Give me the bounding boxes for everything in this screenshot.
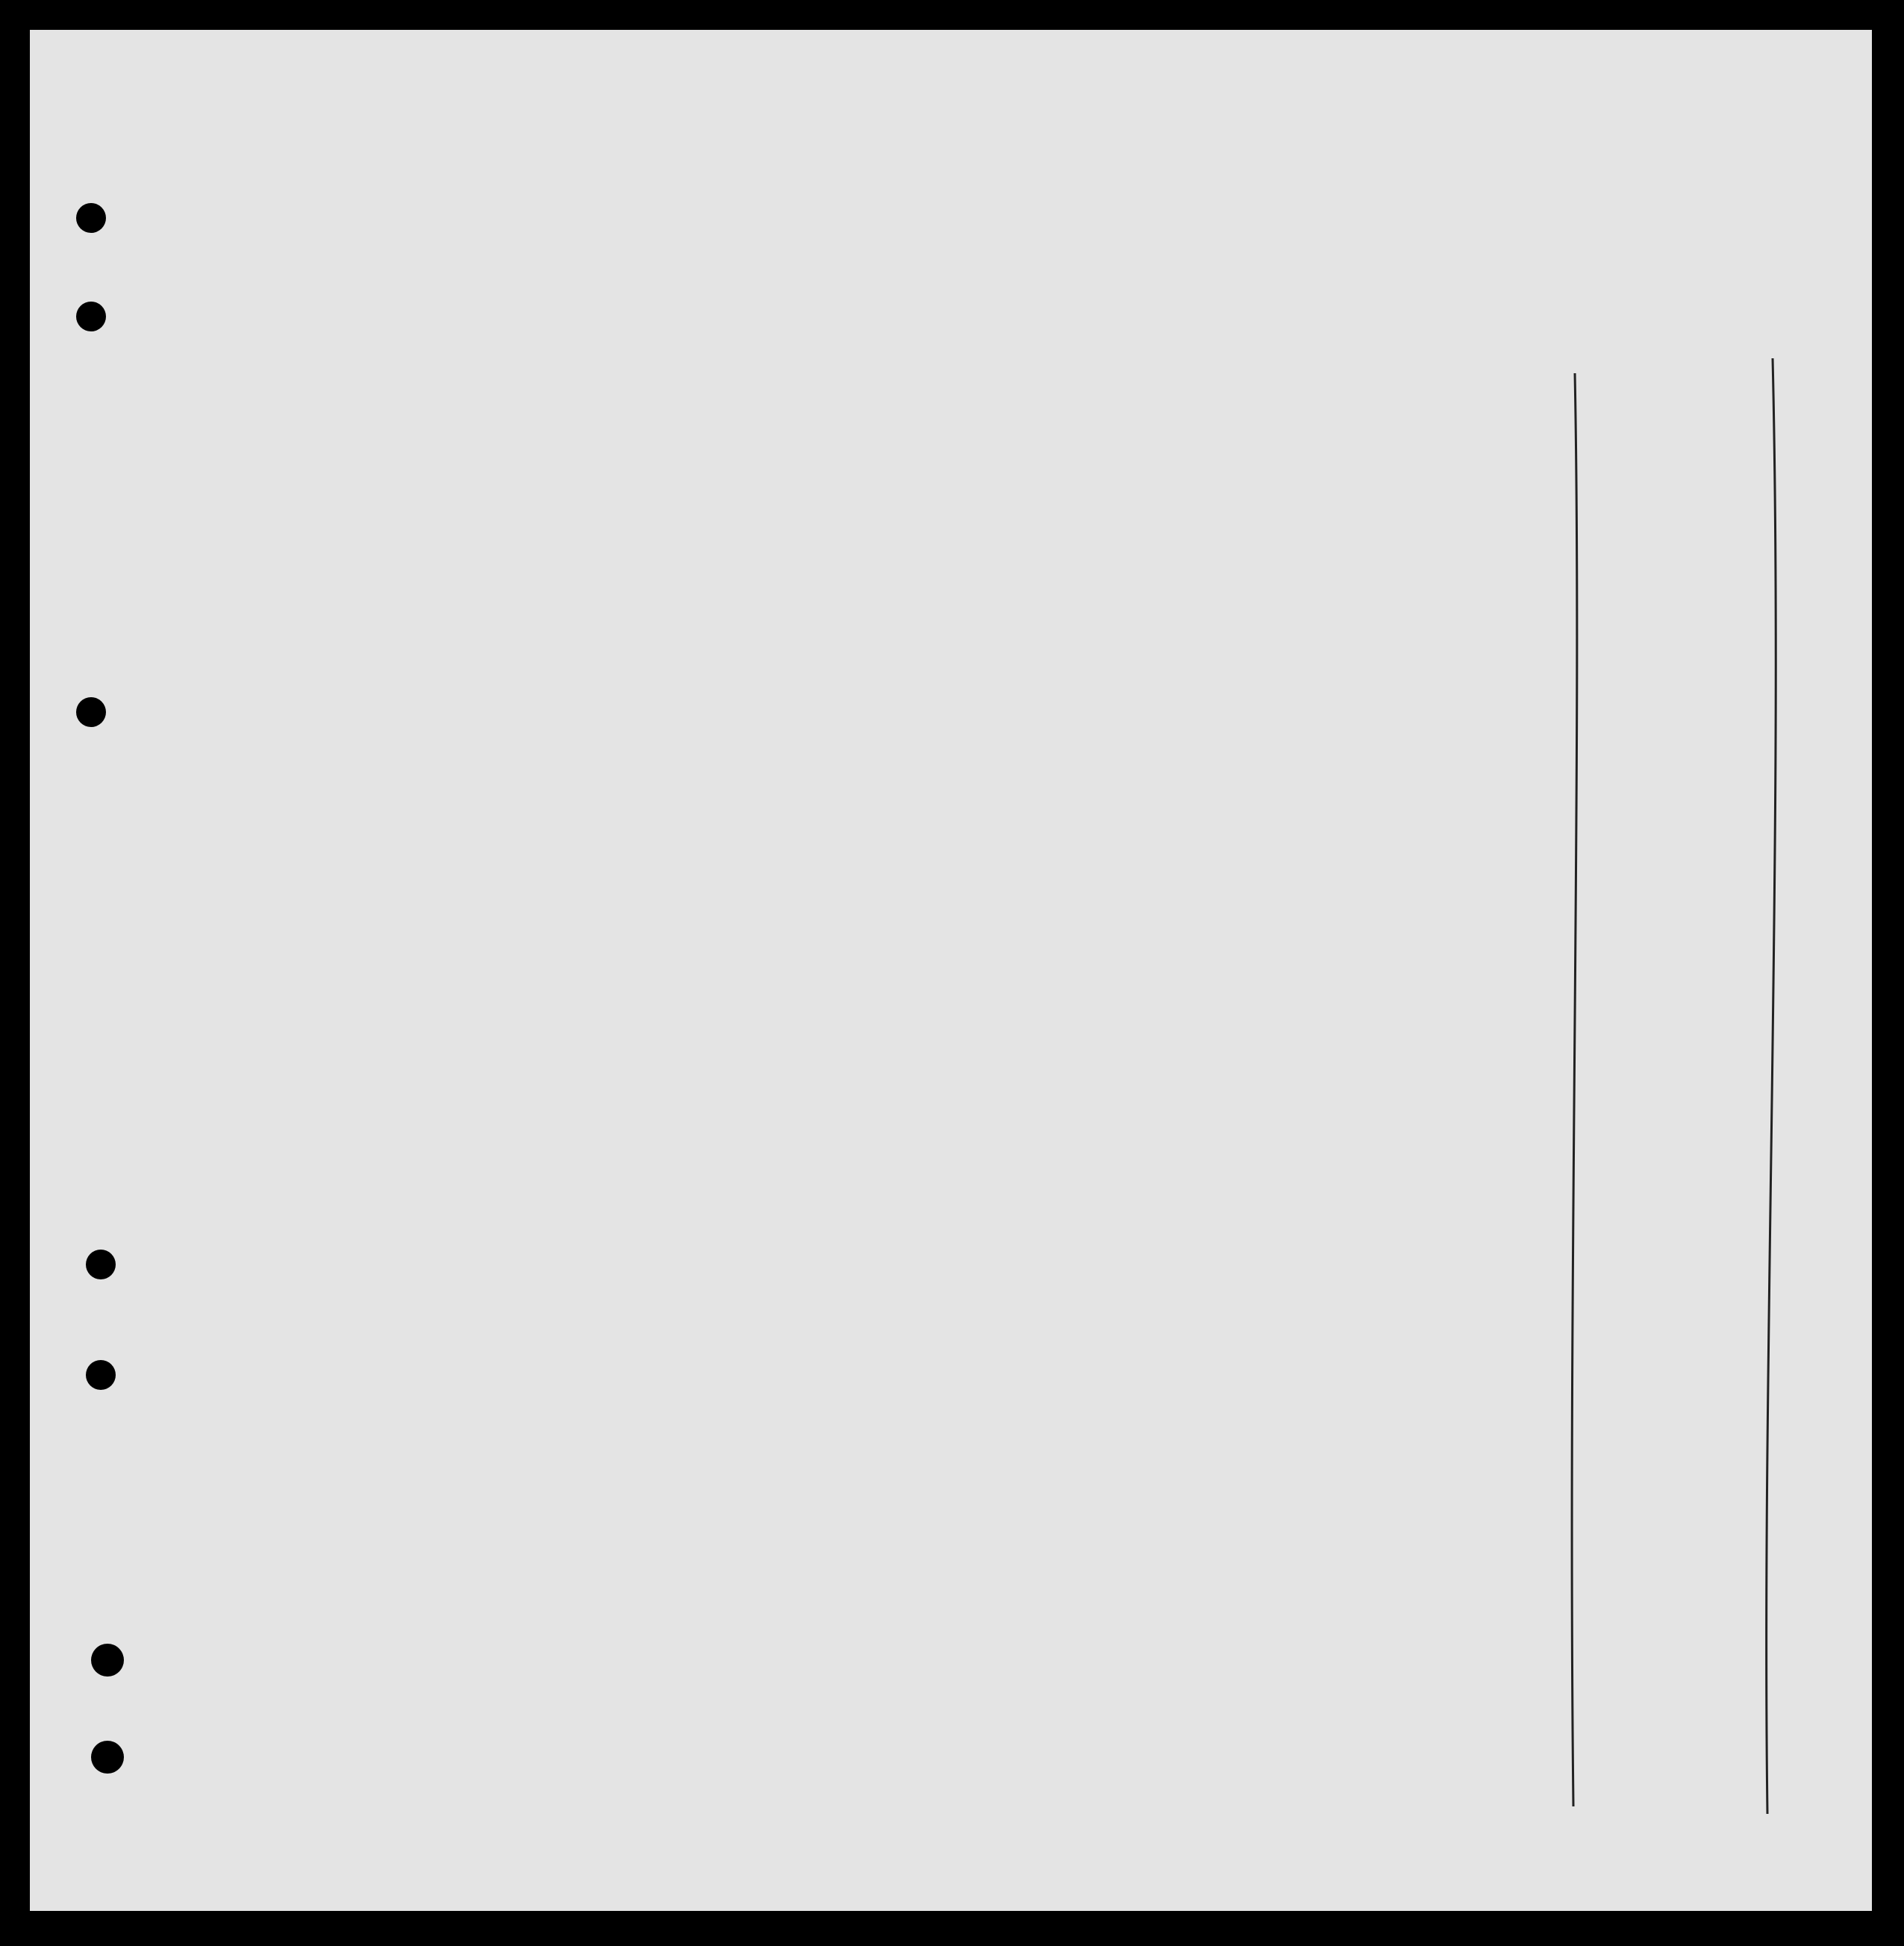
col5a-header (834, 267, 931, 281)
manifest-sheet (30, 30, 1872, 1911)
punch-hole (91, 1741, 124, 1774)
punch-hole (86, 1360, 116, 1390)
punch-hole (76, 302, 106, 331)
col2b-header (366, 275, 612, 289)
punch-hole (76, 697, 106, 727)
punch-hole (76, 203, 106, 233)
punch-hole (91, 1644, 124, 1677)
col5b-header (937, 267, 1034, 281)
ditto-lines (1485, 314, 1844, 1821)
punch-hole (86, 1250, 116, 1279)
col2a-header (149, 275, 373, 289)
